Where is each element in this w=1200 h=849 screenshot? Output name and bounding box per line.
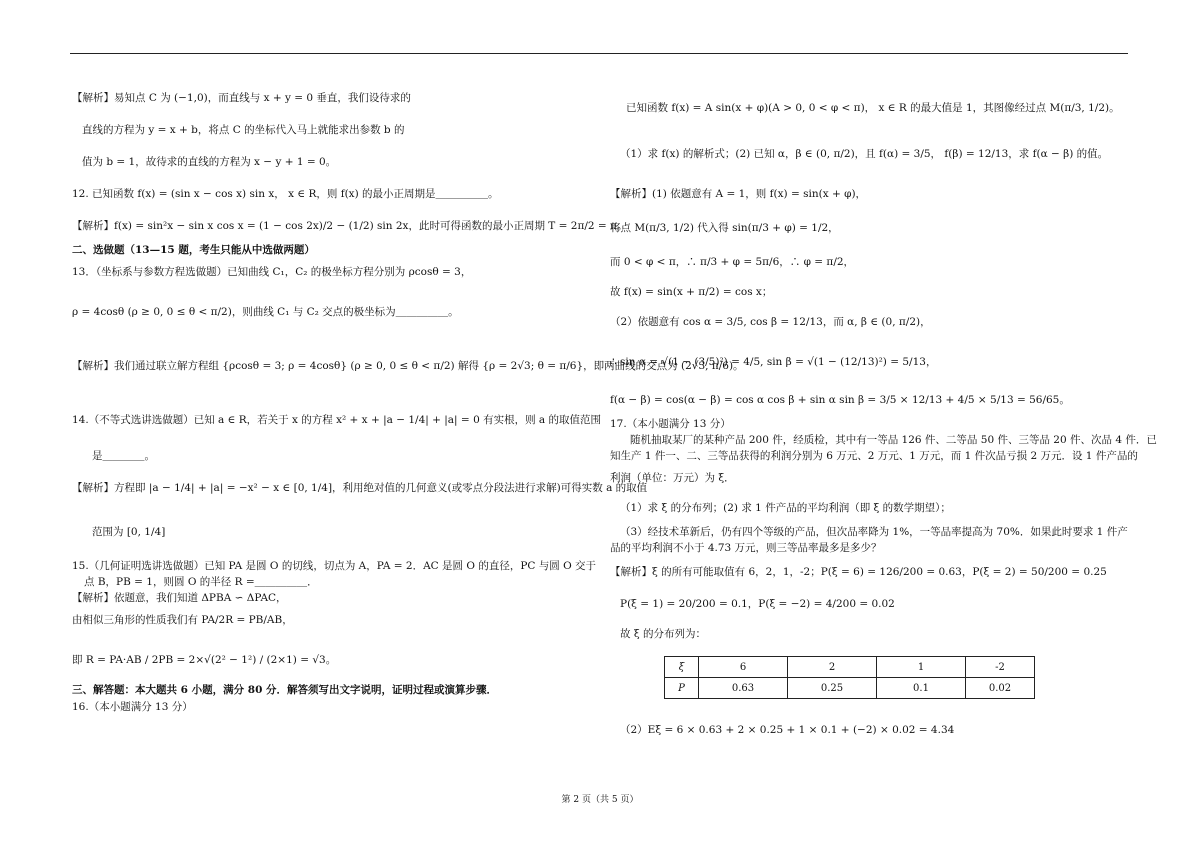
text-line: 13．（坐标系与参数方程选做题）已知曲线 C₁，C₂ 的极坐标方程分别为 ρcosθ = 3， [72,266,472,278]
text-line: 故 f(x) = sin(x + π/2) = cos x； [610,286,773,298]
text-line: 16.（本小题满分 13 分） [72,701,193,713]
text-line: ρ = 4cosθ (ρ ≥ 0, 0 ≤ θ < π/2)，则曲线 C₁ 与 C₂ 交点的极坐标为＿＿＿＿＿。 [72,306,459,318]
text-line: 随机抽取某厂的某种产品 200 件，经质检，其中有一等品 126 件、二等品 50 件、三等品 20 件、次品 4 件．已 [630,434,1157,446]
text-line: 而 0 < φ < π，∴ π/3 + φ = 5π/6，∴ φ = π/2， [610,256,855,268]
text-line: 12. 已知函数 f(x) = (sin x − cos x) sin x， x ∈ R，则 f(x) 的最小正周期是＿＿＿＿＿。 [72,188,499,200]
table-cell: -2 [966,657,1035,678]
table-row [665,678,1035,699]
table-cell: 0.63 [699,678,788,699]
text-line: 三、解答题：本大题共 6 小题，满分 80 分．解答须写出文字说明，证明过程或演算步骤． [72,684,498,696]
text-line: 【解析】方程即 |a − 1/4| + |a| = −x² − x ∈ [0, 1/4]，利用绝对值的几何意义(或零点分段法进行求解)可得实数 a 的取值 [72,482,648,494]
text-line: 将点 M(π/3, 1/2) 代入得 sin(π/3 + φ) = 1/2， [610,222,839,234]
text-line: 即 R = PA·AB / 2PB = 2×√(2² − 1²) / (2×1) = √3。 [72,654,337,666]
text-line: 直线的方程为 y = x + b，将点 C 的坐标代入马上就能求出参数 b 的 [82,124,405,136]
text-line: 利润（单位：万元）为 ξ． [610,472,735,484]
text-line: （1）求 ξ 的分布列；(2) 求 1 件产品的平均利润（即 ξ 的数学期望）； [620,502,951,514]
table-cell: ξ [665,657,699,678]
text-line: 【解析】我们通过联立解方程组 {ρcosθ = 3; ρ = 4cosθ} (ρ ≥ 0, 0 ≤ θ < π/2) 解得 {ρ = 2√3; θ = π/6}，即两曲线的交点为 (2√3, π/6)。 [72,360,744,372]
text-line: 故 ξ 的分布列为： [620,628,706,640]
table-header-row [665,657,1035,678]
table-cell: 6 [699,657,788,678]
text-line: 品的平均利润不小于 4.73 万元，则三等品率最多是多少？ [610,542,882,554]
text-line: （2）Eξ = 6 × 0.63 + 2 × 0.25 + 1 × 0.1 + (−2) × 0.02 = 4.34 [620,724,955,736]
text-line: P(ξ = 1) = 20/200 = 0.1，P(ξ = −2) = 4/200 = 0.02 [620,598,895,610]
text-line: 14.（不等式选讲选做题）已知 a ∈ R，若关于 x 的方程 x² + x + |a − 1/4| + |a| = 0 有实根，则 a 的取值范围 [72,414,602,426]
text-line: 【解析】ξ 的所有可能取值有 6，2，1，-2；P(ξ = 6) = 126/200 = 0.63，P(ξ = 2) = 50/200 = 0.25 [610,566,1107,578]
text-line: 知生产 1 件一、二、三等品获得的利润分别为 6 万元、2 万元、1 万元，而 1 件次品亏损 2 万元．设 1 件产品的 [610,450,1138,462]
text-line: （3）经技术革新后，仍有四个等级的产品，但次品率降为 1%，一等品率提高为 70%．如果此时要求 1 件产 [620,526,1128,538]
text-line: 【解析】易知点 C 为 (−1,0)，而直线与 x + y = 0 垂直，我们设待求的 [72,92,411,104]
text-line: 15.（几何证明选讲选做题）已知 PA 是圆 O 的切线，切点为 A，PA = 2．AC 是圆 O 的直径，PC 与圆 O 交于 [72,560,597,572]
text-line: （1）求 f(x) 的解析式；(2) 已知 α，β ∈ (0, π/2)，且 f(α) = 3/5， f(β) = 12/13，求 f(α − β) 的值。 [620,148,1109,160]
right-column [610,0,1157,849]
table-cell: 0.25 [788,678,877,699]
page-footer: 第 2 页（共 5 页） [561,795,639,805]
table-cell: 0.02 [966,678,1035,699]
text-line: 【解析】依题意，我们知道 ΔPBA ∽ ΔPAC， [72,592,287,604]
text-line: 范围为 [0, 1/4] [92,526,166,538]
distribution-table [664,656,1035,699]
text-line: f(α − β) = cos(α − β) = cos α cos β + sin α sin β = 3/5 × 12/13 + 4/5 × 5/13 = 56/65。 [610,394,1070,406]
table-cell: 2 [788,657,877,678]
text-line: （2）依题意有 cos α = 3/5, cos β = 12/13，而 α, β ∈ (0, π/2)， [610,316,931,328]
text-line: ∴ sin α = √(1 − (3/5)²) = 4/5, sin β = √(1 − (12/13)²) = 5/13， [610,356,937,368]
text-line: 【解析】(1) 依题意有 A = 1，则 f(x) = sin(x + φ)， [610,188,867,200]
text-line: 二、选做题（13—15 题，考生只能从中选做两题） [72,244,315,256]
text-line: 点 B，PB = 1，则圆 O 的半径 R =＿＿＿＿＿． [84,576,318,588]
table-cell: 0.1 [877,678,966,699]
text-line: 已知函数 f(x) = A sin(x + φ)(A > 0, 0 < φ < π)， x ∈ R 的最大值是 1，其图像经过点 M(π/3, 1/2)。 [626,102,1120,114]
table-cell: 1 [877,657,966,678]
text-line: 是＿＿＿＿。 [92,450,155,462]
text-line: 【解析】f(x) = sin²x − sin x cos x = (1 − cos 2x)/2 − (1/2) sin 2x，此时可得函数的最小正周期 T = 2π/2 = π。 [72,220,628,232]
text-line: 17.（本小题满分 13 分） [610,418,731,430]
text-line: 值为 b = 1，故待求的直线的方程为 x − y + 1 = 0。 [82,156,337,168]
text-line: 由相似三角形的性质我们有 PA/2R = PB/AB， [72,614,293,626]
table-cell: P [665,678,699,699]
